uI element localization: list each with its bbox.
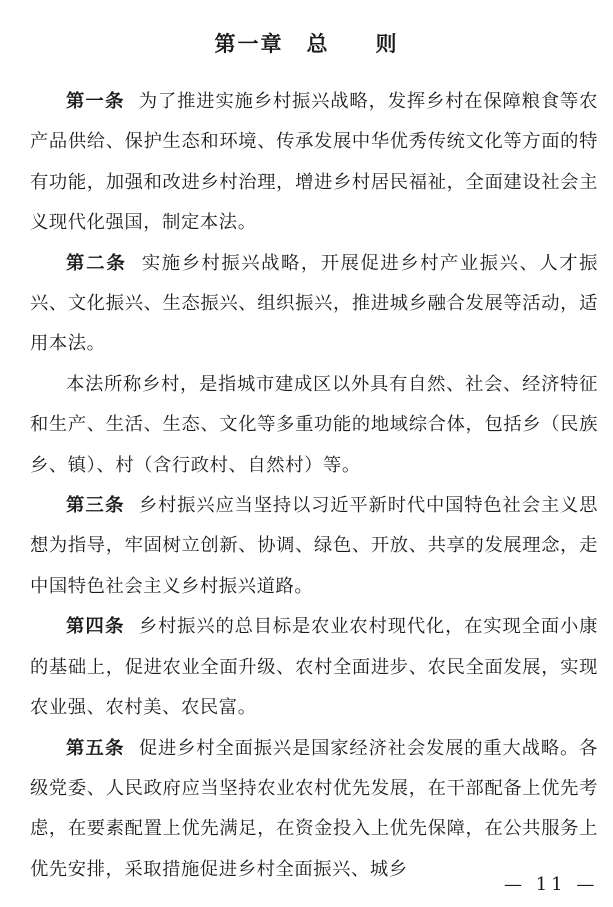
article-text: 乡村振兴的总目标是农业农村现代化，在实现全面小康的基础上，促进农业全面升级、农村全面进步、农民全面发展，实现农业强、农村美、农民富。	[30, 616, 598, 719]
article-5	[30, 729, 598, 891]
article-2-paragraph-2	[30, 365, 598, 486]
article-text: 实施乡村振兴战略，开展促进乡村产业振兴、人才振兴、文化振兴、生态振兴、组织振兴，推进城乡融合发展等活动，适用本法。	[30, 252, 599, 355]
article-label: 第三条	[66, 495, 125, 517]
article-1	[30, 82, 598, 244]
article-label: 第二条	[66, 252, 127, 274]
article-4	[30, 607, 598, 728]
article-text: 促进乡村全面振兴是国家经济社会发展的重大战略。各级党委、人民政府应当坚持农业农村优先发展，在干部配备上优先考虑，在要素配置上优先满足，在资金投入上优先保障，在公共服务上优先安排，采取措施促进乡村全面振兴、城乡	[30, 737, 598, 880]
article-text: 乡村振兴应当坚持以习近平新时代中国特色社会主义思想为指导，牢固树立创新、协调、绿色、开放、共享的发展理念，走中国特色社会主义乡村振兴道路。	[30, 495, 598, 597]
article-label: 第五条	[66, 737, 125, 759]
article-3	[30, 486, 598, 607]
body-text	[30, 82, 598, 890]
article-text: 本法所称乡村，是指城市建成区以外具有自然、社会、经济特征和生产、生活、生态、文化等多重功能的地域综合体，包括乡（民族乡、镇）、村（含行政村、自然村）等。	[30, 373, 598, 476]
page-number: — 11 —	[504, 874, 599, 895]
article-label: 第四条	[66, 616, 125, 638]
article-label: 第一条	[66, 91, 125, 112]
article-text: 为了推进实施乡村振兴战略，发挥乡村在保障粮食等农产品供给、保护生态和环境、传承发展中华优秀传统文化等方面的特有功能，加强和改进乡村治理，增进乡村居民福祉，全面建设社会主义现代化强国，制定本法。	[30, 91, 598, 234]
chapter-title: 第一章 总 则	[214, 32, 399, 56]
article-2	[30, 244, 598, 365]
